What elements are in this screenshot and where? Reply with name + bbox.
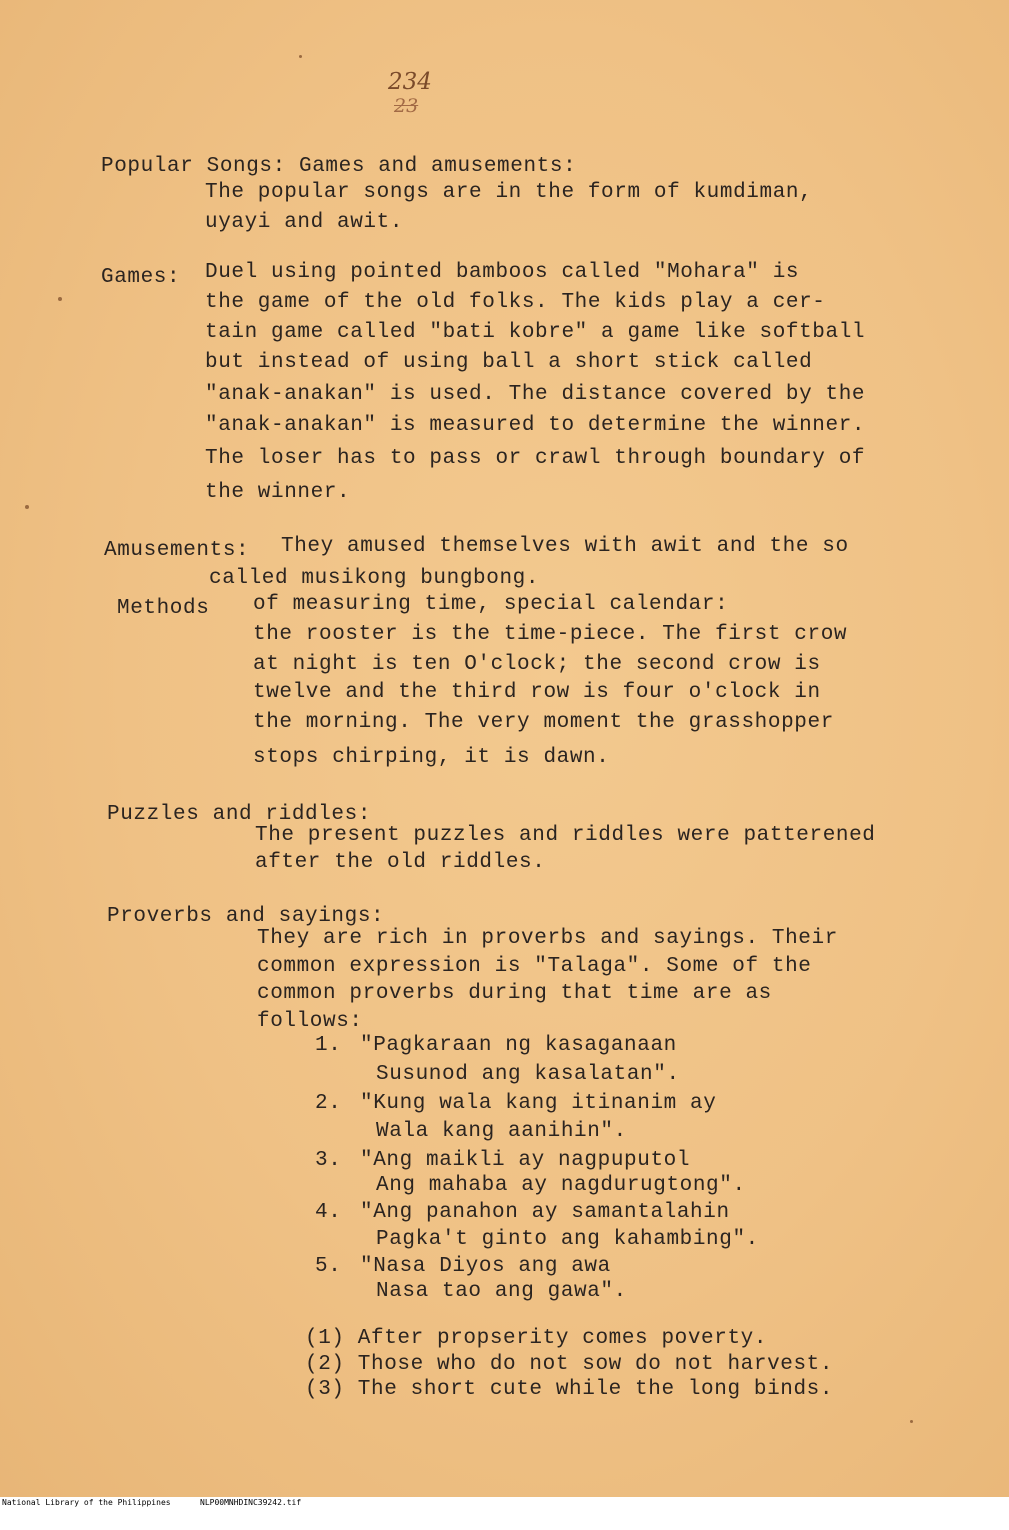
methods-line: of measuring time, special calendar: [253,593,729,616]
proverb-number: 3. [315,1149,342,1172]
proverbs-heading: Proverbs and sayings: [107,905,385,928]
footer-filename: NLP00MNHDINC39242.tif [200,1498,302,1507]
popular-songs-heading: Popular Songs: Games and amusements: [101,155,577,178]
amusements-line: called musikong bungbong. [209,567,540,590]
page-number-struck: 23 [394,95,419,117]
games-line: the game of the old folks. The kids play a cer- [205,291,826,314]
proverb-line: Nasa tao ang gawa". [376,1280,627,1303]
puzzles-line: after the old riddles. [255,851,546,874]
scan-footer [0,1497,1009,1508]
games-line: Duel using pointed bamboos called "Mohara" is [205,261,800,284]
translation-line: (1) After propserity comes poverty. [305,1327,768,1350]
proverb-number: 2. [315,1092,342,1115]
puzzles-line: The present puzzles and riddles were patterened [255,824,876,847]
methods-line: the morning. The very moment the grasshopper [253,711,834,734]
popular-songs-line: The popular songs are in the form of kumdiman, [205,181,813,204]
games-line: "anak-anakan" is measured to determine the winner. [205,414,866,437]
paper-speck [299,55,302,58]
games-heading: Games: [101,266,181,289]
proverb-number: 1. [315,1034,342,1057]
proverb-line: Wala kang aanihin". [376,1120,627,1143]
proverbs-line: common expression is "Talaga". Some of the [257,955,812,978]
paper-speck [25,505,29,509]
footer-source: National Library of the Philippines [2,1498,171,1507]
proverb-line: Ang mahaba ay nagdurugtong". [376,1174,746,1197]
games-line: The loser has to pass or crawl through boundary of [205,447,866,470]
proverb-number: 4. [315,1201,342,1224]
methods-line: at night is ten O'clock; the second crow is [253,653,821,676]
proverb-line: "Ang maikli ay nagpuputol [360,1149,691,1172]
paper-speck [910,1420,913,1423]
translation-line: (3) The short cute while the long binds. [305,1378,834,1401]
proverb-line: Susunod ang kasalatan". [376,1063,680,1086]
games-line: tain game called "bati kobre" a game like softball [205,321,866,344]
translation-line: (2) Those who do not sow do not harvest. [305,1353,834,1376]
page-number-current: 234 [388,69,432,95]
methods-line: twelve and the third row is four o'clock in [253,681,821,704]
methods-line: stops chirping, it is dawn. [253,746,610,769]
proverb-line: "Ang panahon ay samantalahin [360,1201,730,1224]
games-line: "anak-anakan" is used. The distance covered by the [205,383,866,406]
popular-songs-line: uyayi and awit. [205,211,404,234]
proverbs-line: common proverbs during that time are as [257,982,772,1005]
games-line: the winner. [205,481,351,504]
amusements-heading: Amusements: [104,539,250,562]
proverb-line: "Kung wala kang itinanim ay [360,1092,717,1115]
puzzles-heading: Puzzles and riddles: [107,803,372,826]
proverb-line: "Pagkaraan ng kasaganaan [360,1034,677,1057]
amusements-line: They amused themselves with awit and the so [281,535,849,558]
proverb-line: Pagka't ginto ang kahambing". [376,1228,759,1251]
paper-speck [58,297,62,301]
proverbs-line: They are rich in proverbs and sayings. Their [257,927,838,950]
proverb-number: 5. [315,1255,342,1278]
games-line: but instead of using ball a short stick called [205,351,813,374]
proverb-line: "Nasa Diyos ang awa [360,1255,611,1278]
methods-line: the rooster is the time-piece. The first crow [253,623,848,646]
methods-heading: Methods [117,597,210,620]
proverbs-line: follows: [257,1010,363,1033]
page-number [388,70,432,118]
